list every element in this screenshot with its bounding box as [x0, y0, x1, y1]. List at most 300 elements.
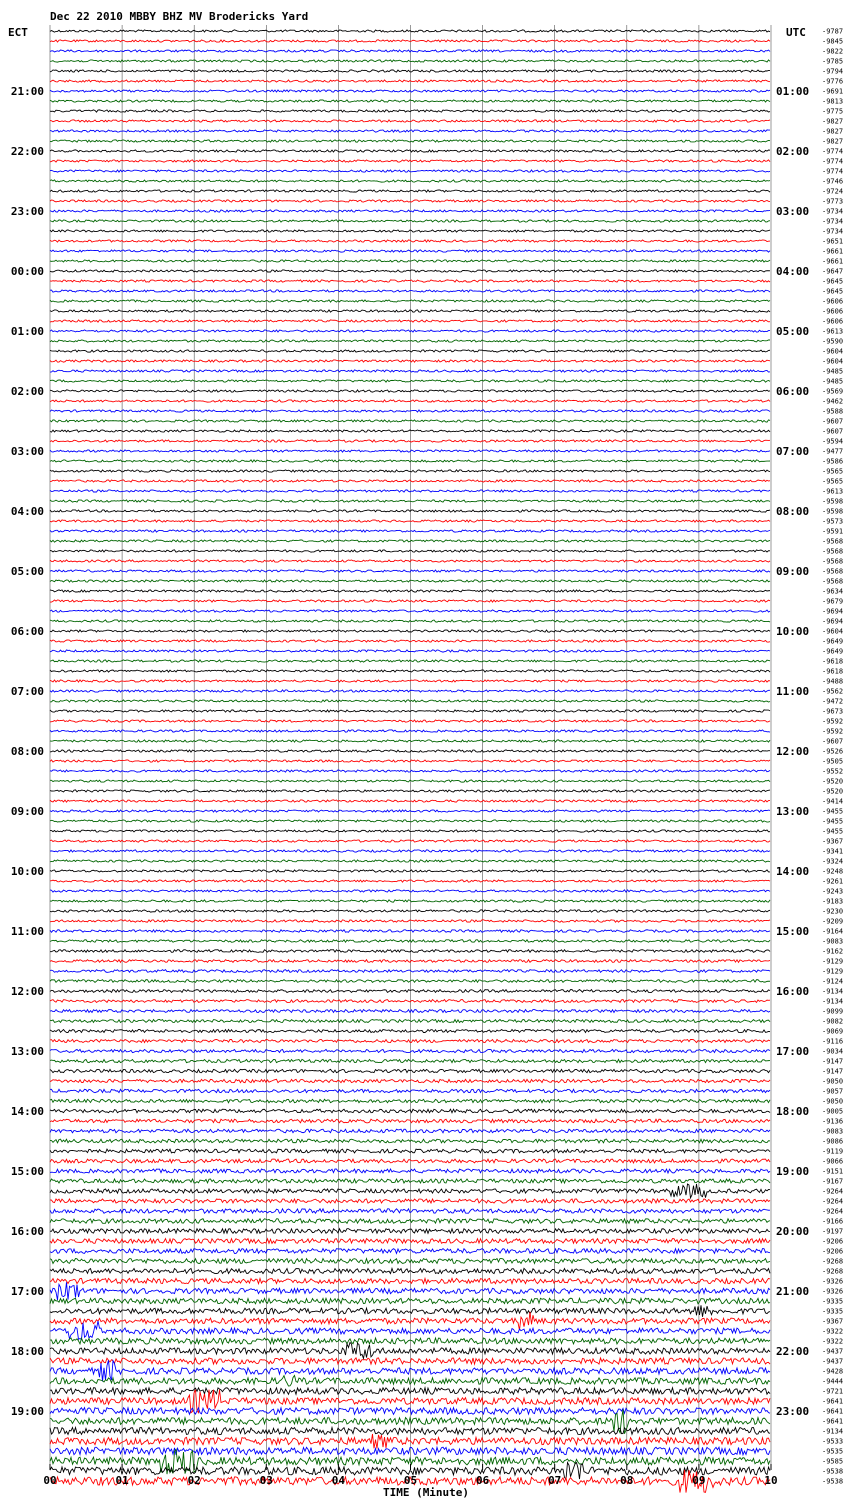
- trace-row-21: [50, 240, 770, 242]
- trace-row-100: [50, 1029, 770, 1032]
- right-hour-label: 13:00: [776, 805, 810, 818]
- trace-row-104: [50, 1069, 770, 1072]
- trace-row-127: [50, 1298, 770, 1304]
- left-hour-label: 18:00: [10, 1345, 44, 1358]
- right-hour-labels: [776, 85, 809, 1418]
- row-count-label: -9129: [822, 957, 844, 966]
- trace-row-135: [50, 1375, 770, 1386]
- row-count-label: -9813: [822, 97, 844, 106]
- trace-row-85: [50, 880, 770, 882]
- row-count-label: -9746: [822, 177, 844, 186]
- right-hour-label: 10:00: [776, 625, 810, 638]
- trace-row-60: [50, 630, 770, 632]
- trace-row-2: [50, 50, 770, 52]
- row-count-label: -9794: [822, 67, 844, 76]
- row-count-label: -9607: [822, 427, 844, 436]
- trace-row-94: [50, 970, 770, 973]
- row-count-label: -9565: [822, 477, 844, 486]
- trace-row-16: [50, 190, 770, 192]
- trace-row-125: [50, 1278, 770, 1283]
- row-count-label: -9485: [822, 367, 844, 376]
- trace-row-56: [50, 590, 770, 592]
- row-count-label: -9324: [822, 857, 844, 866]
- trace-row-81: [50, 840, 770, 842]
- row-count-label: -9590: [822, 337, 844, 346]
- row-count-label: -9261: [822, 877, 844, 886]
- left-hour-label: 16:00: [10, 1225, 44, 1238]
- trace-row-113: [50, 1159, 770, 1163]
- row-count-label: -9083: [822, 937, 844, 946]
- row-count-label: -9462: [822, 397, 844, 406]
- trace-row-46: [50, 490, 770, 492]
- row-count-label: -9005: [822, 1107, 844, 1116]
- trace-row-49: [50, 520, 770, 522]
- trace-row-110: [50, 1129, 770, 1133]
- trace-row-22: [50, 250, 770, 252]
- left-hour-label: 04:00: [10, 505, 44, 518]
- row-count-label: -9618: [822, 657, 844, 666]
- row-count-label: -9136: [822, 1117, 844, 1126]
- trace-row-67: [50, 700, 770, 702]
- row-count-label: -9607: [822, 737, 844, 746]
- row-count-label: -9694: [822, 607, 844, 616]
- left-hour-label: 23:00: [10, 205, 44, 218]
- row-count-label: -9341: [822, 847, 844, 856]
- row-count-label: -9845: [822, 37, 844, 46]
- trace-row-111: [50, 1139, 770, 1143]
- trace-row-82: [50, 850, 770, 852]
- row-count-label: -9827: [822, 127, 844, 136]
- trace-row-106: [50, 1089, 770, 1092]
- right-hour-label: 01:00: [776, 85, 810, 98]
- trace-row-10: [50, 130, 770, 132]
- row-count-label: -9734: [822, 217, 844, 226]
- row-count-label: -9721: [822, 1387, 844, 1396]
- row-count-label: -9691: [822, 87, 844, 96]
- trace-row-86: [50, 890, 770, 892]
- row-count-label: -9641: [822, 1397, 844, 1406]
- trace-row-11: [50, 140, 770, 142]
- trace-row-40: [50, 430, 770, 432]
- left-hour-label: 00:00: [10, 265, 44, 278]
- trace-row-20: [50, 230, 770, 232]
- row-count-label: -9565: [822, 467, 844, 476]
- row-count-label: -9129: [822, 967, 844, 976]
- row-count-label: -9827: [822, 137, 844, 146]
- row-count-label: -9533: [822, 1437, 844, 1446]
- trace-row-42: [50, 450, 770, 452]
- row-count-label: -9613: [822, 327, 844, 336]
- row-count-label: -9428: [822, 1367, 844, 1376]
- row-count-label: -9326: [822, 1287, 844, 1296]
- trace-row-96: [50, 990, 770, 993]
- left-hour-label: 08:00: [10, 745, 44, 758]
- row-count-label: -9598: [822, 497, 844, 506]
- trace-row-44: [50, 470, 770, 472]
- row-count-label: -9083: [822, 1127, 844, 1136]
- row-count-label: -9774: [822, 157, 844, 166]
- row-count-label: -9455: [822, 807, 844, 816]
- trace-row-91: [50, 940, 770, 943]
- trace-row-68: [50, 710, 770, 712]
- trace-row-109: [50, 1119, 770, 1123]
- trace-row-138: [50, 1408, 770, 1415]
- row-count-label: -9604: [822, 627, 844, 636]
- trace-row-41: [50, 440, 770, 442]
- trace-row-77: [50, 800, 770, 802]
- trace-row-140: [50, 1427, 770, 1434]
- trace-row-120: [50, 1229, 770, 1234]
- x-tick-label: 10: [764, 1474, 778, 1487]
- trace-row-74: [50, 770, 770, 772]
- row-count-label: -9774: [822, 167, 844, 176]
- trace-row-59: [50, 620, 770, 622]
- trace-row-71: [50, 740, 770, 742]
- left-hour-label: 14:00: [10, 1105, 44, 1118]
- row-count-label: -9568: [822, 547, 844, 556]
- row-count-label: -9774: [822, 147, 844, 156]
- row-count-label: -9162: [822, 947, 844, 956]
- row-count-label: -9444: [822, 1377, 844, 1386]
- trace-row-65: [50, 680, 770, 682]
- trace-row-51: [50, 540, 770, 542]
- row-count-label: -9568: [822, 567, 844, 576]
- row-count-label: -9787: [822, 27, 844, 36]
- row-count-label: -9116: [822, 1037, 844, 1046]
- row-count-label: -9124: [822, 977, 844, 986]
- row-count-label: -9505: [822, 757, 844, 766]
- left-hour-label: 03:00: [10, 445, 44, 458]
- trace-row-57: [50, 600, 770, 602]
- right-hour-label: 23:00: [776, 1405, 810, 1418]
- trace-row-23: [50, 260, 770, 262]
- row-count-label: -9776: [822, 77, 844, 86]
- trace-row-83: [50, 860, 770, 862]
- right-hour-label: 21:00: [776, 1285, 810, 1298]
- x-tick-label: 03: [259, 1474, 273, 1487]
- row-count-label: -9335: [822, 1307, 844, 1316]
- trace-row-90: [50, 930, 770, 932]
- left-hour-label: 21:00: [10, 85, 44, 98]
- row-count-label: -9568: [822, 557, 844, 566]
- trace-row-36: [50, 390, 770, 392]
- trace-row-73: [50, 760, 770, 762]
- trace-row-19: [50, 220, 770, 222]
- row-count-label: -9086: [822, 1137, 844, 1146]
- row-count-label: -9147: [822, 1067, 844, 1076]
- row-count-label: -9606: [822, 307, 844, 316]
- trace-row-13: [50, 160, 770, 162]
- row-count-label: -9134: [822, 1427, 844, 1436]
- row-count-label: -9057: [822, 1087, 844, 1096]
- trace-row-129: [50, 1312, 770, 1330]
- x-tick-label: 02: [187, 1474, 201, 1487]
- x-axis-title: TIME (Minute): [382, 1486, 470, 1499]
- right-hour-label: 08:00: [776, 505, 810, 518]
- trace-row-114: [50, 1169, 770, 1173]
- trace-row-72: [50, 750, 770, 752]
- right-hour-label: 22:00: [776, 1345, 810, 1358]
- trace-row-133: [50, 1358, 770, 1364]
- trace-row-27: [50, 300, 770, 302]
- row-count-label: -9206: [822, 1237, 844, 1246]
- right-hour-label: 15:00: [776, 925, 810, 938]
- right-hour-label: 04:00: [776, 265, 810, 278]
- row-count-label: -9322: [822, 1337, 844, 1346]
- row-count-label: -9604: [822, 357, 844, 366]
- row-count-label: -9645: [822, 277, 844, 286]
- row-count-label: -9734: [822, 227, 844, 236]
- row-count-label: -9243: [822, 887, 844, 896]
- row-count-label: -9591: [822, 527, 844, 536]
- trace-row-66: [50, 690, 770, 692]
- right-hour-label: 17:00: [776, 1045, 810, 1058]
- trace-row-80: [50, 830, 770, 832]
- x-tick-label: 09: [692, 1474, 706, 1487]
- trace-row-63: [50, 660, 770, 662]
- right-hour-label: 07:00: [776, 445, 810, 458]
- row-count-label: -9661: [822, 247, 844, 256]
- trace-row-7: [50, 100, 770, 102]
- row-count-label: -9647: [822, 267, 844, 276]
- row-count-label: -9613: [822, 487, 844, 496]
- trace-row-123: [50, 1258, 770, 1263]
- row-count-label: -9568: [822, 577, 844, 586]
- trace-row-55: [50, 580, 770, 582]
- trace-row-17: [50, 200, 770, 202]
- row-count-label: -9520: [822, 787, 844, 796]
- trace-row-118: [50, 1209, 770, 1213]
- row-count-label: -9606: [822, 297, 844, 306]
- row-count-label: -9538: [822, 1467, 844, 1476]
- trace-row-141: [50, 1434, 770, 1449]
- right-hour-label: 12:00: [776, 745, 810, 758]
- row-count-label: -9119: [822, 1147, 844, 1156]
- row-count-label: -9724: [822, 187, 844, 196]
- left-hour-label: 01:00: [10, 325, 44, 338]
- left-timezone-label: ECT: [8, 26, 28, 39]
- trace-row-84: [50, 870, 770, 872]
- row-count-label: -9209: [822, 917, 844, 926]
- row-count-label: -9538: [822, 1477, 844, 1486]
- row-count-label: -9618: [822, 667, 844, 676]
- row-count-label: -9827: [822, 117, 844, 126]
- row-count-label: -9673: [822, 707, 844, 716]
- row-count-label: -9651: [822, 237, 844, 246]
- x-tick-label: 01: [115, 1474, 129, 1487]
- row-count-label: -9437: [822, 1357, 844, 1366]
- row-count-label: -9594: [822, 437, 844, 446]
- trace-row-95: [50, 980, 770, 983]
- trace-row-124: [50, 1268, 770, 1273]
- trace-row-69: [50, 720, 770, 722]
- row-count-label: -9248: [822, 867, 844, 876]
- left-hour-label: 07:00: [10, 685, 44, 698]
- trace-row-58: [50, 610, 770, 612]
- left-hour-labels: [11, 85, 44, 1418]
- row-count-label: -9634: [822, 587, 844, 596]
- trace-row-99: [50, 1019, 770, 1022]
- x-tick-label: 00: [43, 1474, 57, 1487]
- trace-row-97: [50, 1000, 770, 1003]
- row-count-label: -9734: [822, 207, 844, 216]
- row-count-label: -9552: [822, 767, 844, 776]
- row-count-label: -9694: [822, 617, 844, 626]
- trace-row-76: [50, 790, 770, 792]
- trace-row-64: [50, 670, 770, 672]
- row-count-label: -9264: [822, 1207, 844, 1216]
- left-hour-label: 05:00: [10, 565, 44, 578]
- left-hour-label: 19:00: [10, 1405, 44, 1418]
- trace-row-116: [50, 1184, 770, 1198]
- row-count-label: -9586: [822, 457, 844, 466]
- trace-row-121: [50, 1239, 770, 1244]
- trace-row-5: [50, 80, 770, 82]
- x-tick-label: 07: [548, 1474, 562, 1487]
- row-count-label: -9167: [822, 1177, 844, 1186]
- row-count-label: -9472: [822, 697, 844, 706]
- row-count-label: -9414: [822, 797, 844, 806]
- right-hour-label: 06:00: [776, 385, 810, 398]
- trace-row-142: [50, 1447, 770, 1455]
- right-timezone-label: UTC: [786, 26, 806, 39]
- row-count-label: -9649: [822, 647, 844, 656]
- trace-row-29: [50, 320, 770, 322]
- trace-row-70: [50, 730, 770, 732]
- left-hour-label: 02:00: [10, 385, 44, 398]
- x-tick-label: 06: [475, 1474, 490, 1487]
- row-count-label: -9535: [822, 1447, 844, 1456]
- row-count-label: -9585: [822, 1457, 844, 1466]
- trace-row-87: [50, 900, 770, 902]
- row-count-label: -9679: [822, 597, 844, 606]
- row-count-label: -9773: [822, 197, 844, 206]
- left-hour-label: 22:00: [10, 145, 44, 158]
- trace-row-78: [50, 810, 770, 812]
- trace-row-128: [50, 1305, 770, 1316]
- right-hour-label: 05:00: [776, 325, 810, 338]
- row-count-label: -9134: [822, 997, 844, 1006]
- row-count-label: -9166: [822, 1217, 844, 1226]
- trace-row-43: [50, 460, 770, 462]
- row-count-labels: [822, 28, 843, 1486]
- row-count-label: -9607: [822, 417, 844, 426]
- left-hour-label: 11:00: [10, 925, 44, 938]
- row-count-label: -9588: [822, 407, 844, 416]
- trace-row-45: [50, 480, 770, 482]
- trace-row-115: [50, 1179, 770, 1183]
- right-hour-label: 20:00: [776, 1225, 810, 1238]
- right-hour-label: 14:00: [776, 865, 810, 878]
- row-count-label: -9573: [822, 517, 844, 526]
- trace-row-61: [50, 640, 770, 642]
- trace-row-35: [50, 380, 770, 382]
- row-count-label: -9147: [822, 1057, 844, 1066]
- seismic-traces: [50, 30, 770, 1493]
- row-count-label: -9264: [822, 1187, 844, 1196]
- row-count-label: -9455: [822, 817, 844, 826]
- row-count-label: -9592: [822, 727, 844, 736]
- row-count-label: -9645: [822, 287, 844, 296]
- trace-row-38: [50, 410, 770, 412]
- row-count-label: -9604: [822, 347, 844, 356]
- trace-row-79: [50, 820, 770, 822]
- trace-row-105: [50, 1079, 770, 1082]
- trace-row-28: [50, 310, 770, 312]
- trace-row-0: [50, 30, 770, 32]
- right-hour-label: 19:00: [776, 1165, 810, 1178]
- row-count-label: -9066: [822, 1157, 844, 1166]
- row-count-label: -9069: [822, 1027, 844, 1036]
- trace-row-24: [50, 270, 770, 272]
- row-count-label: -9183: [822, 897, 844, 906]
- trace-row-26: [50, 290, 770, 292]
- row-count-label: -9455: [822, 827, 844, 836]
- trace-row-47: [50, 500, 770, 502]
- trace-row-93: [50, 960, 770, 963]
- trace-row-33: [50, 360, 770, 362]
- row-count-label: -9592: [822, 717, 844, 726]
- row-count-label: -9641: [822, 1407, 844, 1416]
- trace-row-12: [50, 150, 770, 152]
- trace-row-92: [50, 950, 770, 953]
- trace-row-75: [50, 780, 770, 782]
- trace-row-48: [50, 510, 770, 512]
- row-count-label: -9050: [822, 1097, 844, 1106]
- trace-row-117: [50, 1199, 770, 1203]
- x-tick-label: 05: [403, 1474, 418, 1487]
- trace-row-103: [50, 1059, 770, 1062]
- row-count-label: -9598: [822, 507, 844, 516]
- row-count-label: -9197: [822, 1227, 844, 1236]
- row-count-label: -9606: [822, 317, 844, 326]
- row-count-label: -9082: [822, 1017, 844, 1026]
- trace-row-54: [50, 570, 770, 572]
- row-count-label: -9775: [822, 107, 844, 116]
- trace-row-119: [50, 1219, 770, 1224]
- trace-row-6: [50, 90, 770, 92]
- left-hour-label: 12:00: [10, 985, 44, 998]
- trace-row-126: [50, 1282, 770, 1300]
- trace-row-53: [50, 560, 770, 562]
- trace-row-14: [50, 170, 770, 172]
- trace-row-62: [50, 650, 770, 652]
- trace-row-89: [50, 920, 770, 922]
- row-count-label: -9785: [822, 57, 844, 66]
- row-count-label: -9335: [822, 1297, 844, 1306]
- x-tick-label: 08: [620, 1474, 634, 1487]
- row-count-label: -9367: [822, 837, 844, 846]
- trace-row-136: [50, 1388, 770, 1395]
- row-count-label: -9050: [822, 1077, 844, 1086]
- trace-row-37: [50, 400, 770, 402]
- trace-row-31: [50, 340, 770, 342]
- trace-row-88: [50, 910, 770, 912]
- trace-row-52: [50, 550, 770, 552]
- trace-row-50: [50, 530, 770, 532]
- trace-row-131: [50, 1338, 770, 1344]
- row-count-label: -9230: [822, 907, 844, 916]
- trace-row-15: [50, 180, 770, 182]
- row-count-label: -9437: [822, 1347, 844, 1356]
- row-count-label: -9322: [822, 1327, 844, 1336]
- trace-row-9: [50, 120, 770, 122]
- right-hour-label: 16:00: [776, 985, 810, 998]
- row-count-label: -9520: [822, 777, 844, 786]
- trace-row-122: [50, 1249, 770, 1254]
- chart-title: Dec 22 2010 MBBY BHZ MV Brodericks Yard: [50, 10, 309, 23]
- left-hour-label: 06:00: [10, 625, 44, 638]
